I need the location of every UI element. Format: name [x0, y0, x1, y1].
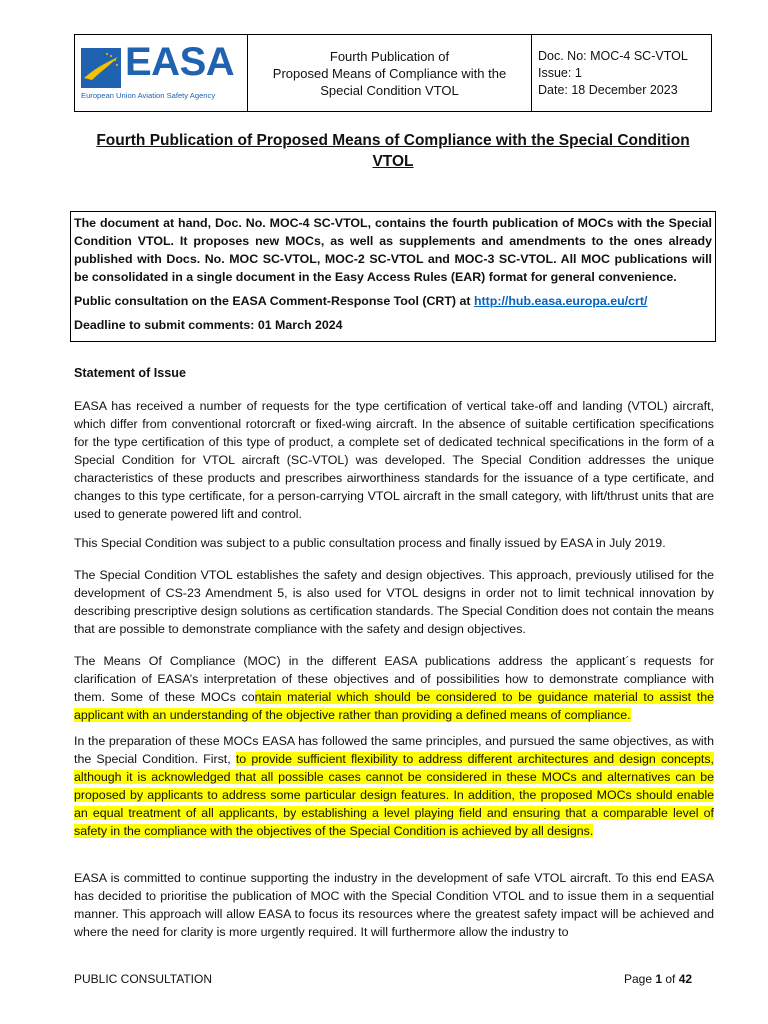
logo-subtitle: European Union Aviation Safety Agency [81, 91, 216, 100]
page-current: 1 [655, 972, 663, 986]
header-doc-title [248, 35, 532, 111]
paragraph [74, 397, 714, 523]
plain-text: The Means Of Compliance (MOC) in the different EASA publications address the applicant´s requests for clarification of EASA’s interpretation of these objectives and of possibilities how to demonstrate compliance with them. Some of these MOCs co [74, 654, 714, 704]
doc-number: Doc. No: MOC-4 SC-VTOL [538, 49, 688, 63]
page-of: of [662, 972, 679, 986]
page-total: 42 [678, 972, 693, 986]
deadline-line: Deadline to submit comments: 01 March 2024 [74, 318, 343, 332]
paragraph-text: EASA is committed to continue supporting the industry in the development of safe VTOL aircraft. To this end EASA has decided to prioritise the publication of MOC with the Special Condition VTOL and to issue them in a sequential manner. This approach will allow EASA to focus its resources where the greatest safety impact will be achieved and where the need for clarity is more urgently required. It will furthermore allow the industry to [74, 871, 714, 939]
document-header [74, 34, 712, 112]
paragraph-text: EASA has received a number of requests for the type certification of vertical take-off and landing (VTOL) aircraft, which differ from conventional rotorcraft or fixed-wing aircraft. In the absence of suitable certification specifications for the type certification of this type of product, a complete set of dedicated technical specifications in the form of a Special Condition for VTOL aircraft (SC-VTOL) was developed. The Special Condition addresses the unique characteristics of these products and prescribes airworthiness standards for the issuance of a type certificate, and changes to this type certificate, for a person-carrying VTOL aircraft in the small category, with lift/thrust units that are used to generate powered lift and control. [74, 399, 714, 521]
plain-text: In the preparation of these MOCs EASA has followed the same principles, and pursued the same objectives, as with the Special Condition. First, [74, 734, 714, 766]
header-doc-info [532, 35, 711, 111]
easa-bird-icon [81, 48, 121, 88]
doc-issue: Issue: 1 [538, 66, 582, 80]
consultation-line [74, 292, 712, 310]
highlighted-text: to provide sufficient flexibility to address different architectures and design concepts, although it is acknowledged that all possible cases cannot be considered in these MOCs and alternatives can be proposed by applicants to address some particular design features. In addition, the proposed MOCs should enable an equal treatment of all applicants, by establishing a level playing field and ensuring that a comparable level of safety in the compliance with the objectives of the Special Condition is achieved by all designs. [74, 752, 714, 838]
paragraph-text: This Special Condition was subject to a public consultation process and finally issued by EASA in July 2019. [74, 536, 666, 550]
header-title-line: Special Condition VTOL [320, 82, 459, 98]
summary-box [70, 211, 716, 342]
header-title-line: Fourth Publication of [329, 48, 450, 64]
logo-wordmark: EASA [125, 40, 235, 84]
paragraph [74, 534, 714, 552]
consultation-text: Public consultation on the EASA Comment-Response Tool (CRT) at [74, 294, 474, 308]
doc-date: Date: 18 December 2023 [538, 83, 678, 97]
paragraph [74, 566, 714, 638]
summary-paragraph: The document at hand, Doc. No. MOC-4 SC-VTOL, contains the fourth publication of MOCs with the Special Condition VTOL. It proposes new MOCs, as well as supplements and amendments to the ones already published with Docs. No. MOC SC-VTOL, MOC-2 SC-VTOL and MOC-3 SC-VTOL. All MOC publications will be consolidated in a single document in the Easy Access Rules (EAR) format for general convenience. [74, 216, 712, 284]
page-prefix: Page [624, 972, 656, 986]
paragraph [74, 869, 714, 941]
paragraph-text [74, 652, 714, 724]
paragraph-text: The Special Condition VTOL establishes the safety and design objectives. This approach, previously utilised for the development of CS-23 Amendment 5, is also used for VTOL designs in order not to limit technical innovation by describing prescriptive design solutions as certification standards. The Special Condition does not contain the means that are possible to demonstrate compliance with the safety and design objectives. [74, 568, 714, 636]
section-heading: Statement of Issue [74, 366, 186, 380]
paragraph [74, 652, 714, 724]
highlighted-text: ntain material which should be considered to be guidance material to assist the applicant with an understanding of the objective rather than providing a defined means of compliance. [74, 690, 714, 722]
footer-label: PUBLIC CONSULTATION [74, 972, 213, 986]
page-title: Fourth Publication of Proposed Means of Compliance with the Special Condition VTOL [96, 132, 690, 170]
header-title-line: Proposed Means of Compliance with the [272, 65, 507, 81]
paragraph [74, 732, 714, 840]
page-number [624, 972, 692, 986]
easa-logo [75, 35, 248, 111]
paragraph-text [74, 732, 714, 840]
crt-link[interactable]: http://hub.easa.europa.eu/crt/ [473, 294, 648, 308]
